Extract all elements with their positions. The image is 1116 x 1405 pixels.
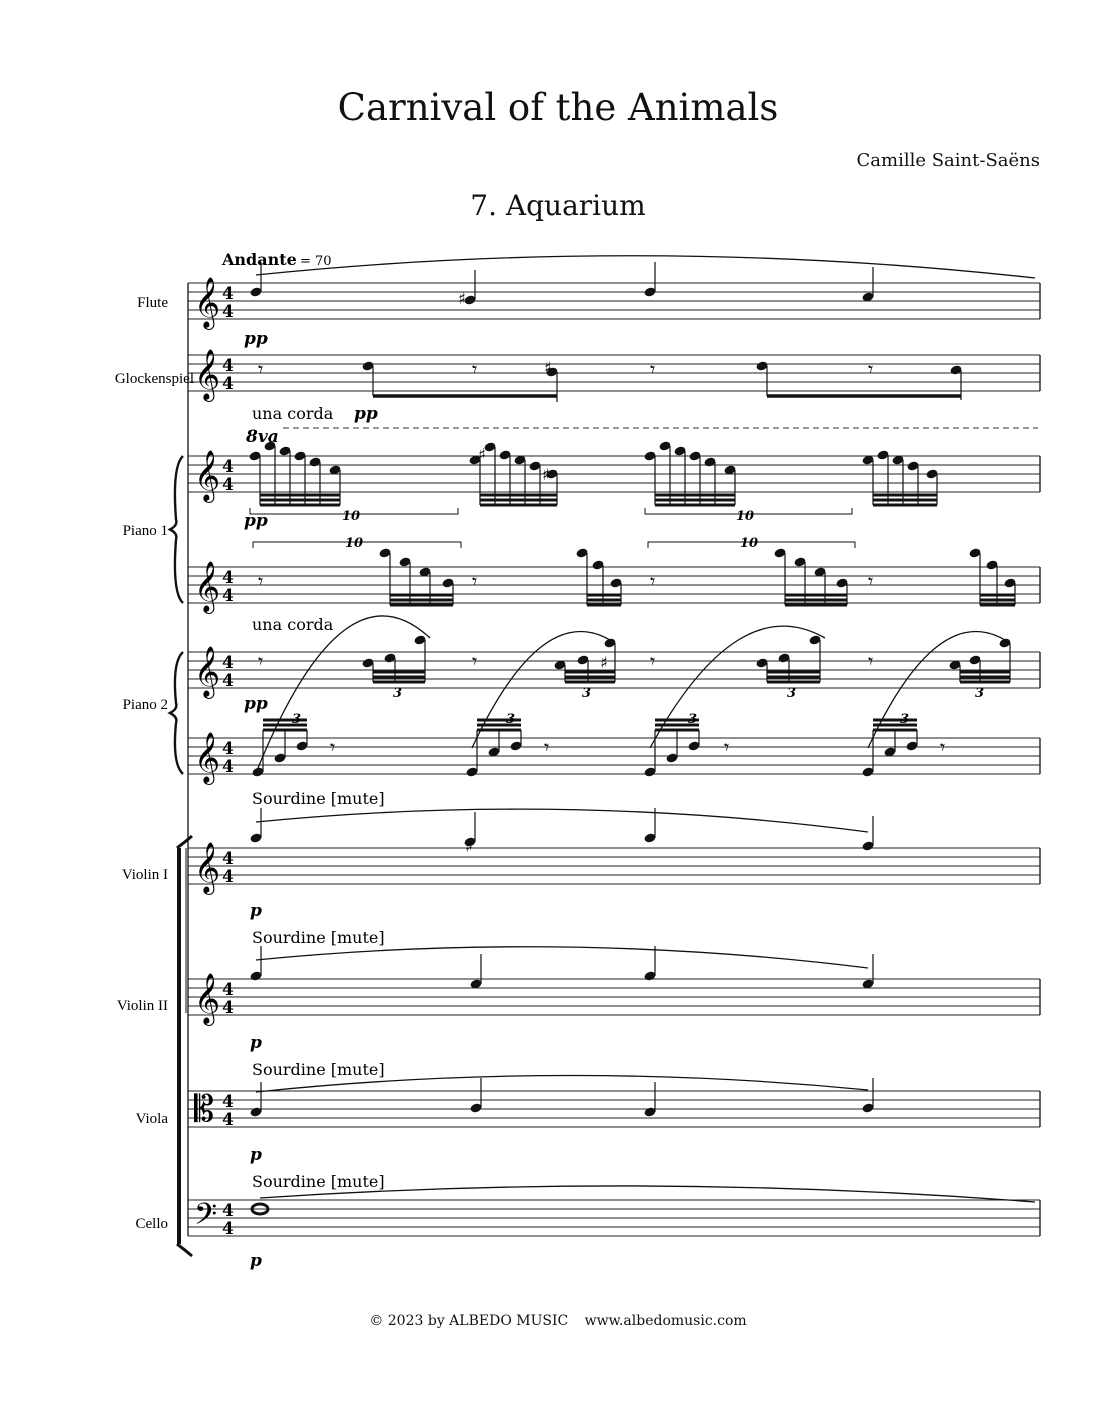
tuplet-3-e: 3 [292, 712, 302, 727]
eighth-rest-icon: 𝄾 [472, 649, 478, 673]
eighth-rest-icon: 𝄾 [330, 735, 336, 759]
instrument-name-glockenspiel: Glockenspiel [114, 371, 194, 387]
direction-una-corda-2: una corda [252, 615, 334, 634]
time-signature-top: 4 [222, 739, 234, 759]
slur [256, 809, 868, 832]
time-signature-top: 4 [222, 356, 234, 376]
time-signature-top: 4 [222, 457, 234, 477]
time-signature-bottom: 4 [222, 1110, 234, 1130]
time-signature-top: 4 [222, 1092, 234, 1112]
tempo-value: = 70 [300, 254, 332, 269]
strings-bracket [177, 848, 181, 1244]
instrument-name-viola: Viola [135, 1111, 168, 1127]
instrument-name-violin-1: Violin I [121, 867, 168, 883]
time-signature-top: 4 [222, 284, 234, 304]
sharp-glock: ♯ [544, 358, 552, 377]
footer [0, 1313, 1116, 1329]
time-signature-top: 4 [222, 980, 234, 1000]
clef-icon: 𝄢 [194, 1198, 218, 1239]
eighth-rest-icon: 𝄾 [868, 569, 874, 593]
piano-1-brace [170, 456, 183, 603]
clef-icon: 𝄞 [194, 842, 221, 893]
time-signature-bottom: 4 [222, 586, 234, 606]
time-signature-top: 4 [222, 1201, 234, 1221]
clef-icon: 𝄡 [194, 1089, 215, 1130]
dynamic-violin-1: p [250, 901, 262, 921]
instrument-name-violin-2: Violin II [116, 998, 168, 1014]
dynamic-piano-2: pp [244, 694, 268, 714]
direction-sourdine-viola: Sourdine [mute] [252, 1060, 385, 1079]
dynamic-cello: p [250, 1251, 262, 1271]
instrument-name-piano-2: Piano 2 [122, 697, 168, 713]
tuplet-10-d: 10 [740, 536, 759, 551]
eighth-rest-icon: 𝄾 [650, 357, 656, 381]
slur [256, 256, 1035, 278]
tuplet-10-a: 10 [342, 509, 361, 524]
strings-bracket-top [177, 836, 192, 848]
direction-sourdine-cello: Sourdine [mute] [252, 1172, 385, 1191]
clef-icon: 𝄞 [194, 732, 221, 783]
eighth-rest-icon: 𝄾 [258, 649, 264, 673]
eighth-rest-icon: 𝄾 [258, 357, 264, 381]
eighth-rest-icon: 𝄾 [258, 569, 264, 593]
direction-sourdine-vln2: Sourdine [mute] [252, 928, 385, 947]
tuplet-3-f: 3 [506, 712, 516, 727]
instrument-name-flute: Flute [137, 295, 168, 311]
time-signature-bottom: 4 [222, 671, 234, 691]
eighth-rest-icon: 𝄾 [868, 357, 874, 381]
sharp-piano2: ♯ [600, 653, 608, 672]
movement-title: 7. Aquarium [470, 189, 646, 222]
dynamic-flute: pp [244, 329, 268, 349]
piano-2-brace [170, 652, 183, 774]
slur [256, 947, 868, 968]
eighth-rest-icon: 𝄾 [650, 569, 656, 593]
sharp-piano1-a: ♯ [478, 445, 486, 464]
sharp-flute: ♯ [458, 289, 466, 308]
tuplet-3-c: 3 [787, 686, 797, 701]
clef-icon: 𝄞 [194, 561, 221, 612]
tuplet-3-b: 3 [582, 686, 592, 701]
composer: Camille Saint-Saëns [856, 150, 1040, 171]
clef-icon: 𝄞 [194, 450, 221, 501]
direction-sourdine-vln1: Sourdine [mute] [252, 789, 385, 808]
clef-icon: 𝄞 [194, 349, 221, 400]
publisher-url[interactable]: www.albedomusic.com [584, 1313, 747, 1329]
sharp-violin1: ♯ [465, 837, 473, 856]
time-signature-bottom: 4 [222, 475, 234, 495]
tuplet-3-a: 3 [393, 686, 403, 701]
instrument-name-cello: Cello [135, 1216, 168, 1232]
copyright: © 2023 by ALBEDO MUSIC [369, 1313, 569, 1329]
dynamic-viola: p [250, 1145, 262, 1165]
slur [258, 616, 430, 768]
eighth-rest-icon: 𝄾 [940, 735, 946, 759]
time-signature-bottom: 4 [222, 998, 234, 1018]
eighth-rest-icon: 𝄾 [544, 735, 550, 759]
time-signature-bottom: 4 [222, 867, 234, 887]
sharp-piano1-b: ♯ [542, 465, 550, 484]
strings-bracket-bottom [177, 1244, 192, 1256]
dynamic-piano-1: pp [244, 511, 268, 531]
clef-icon: 𝄞 [194, 277, 221, 328]
tuplet-3-d: 3 [975, 686, 985, 701]
dynamic-violin-2: p [250, 1033, 262, 1053]
tuplet-3-h: 3 [900, 712, 910, 727]
eighth-rest-icon: 𝄾 [472, 357, 478, 381]
time-signature-top: 4 [222, 849, 234, 869]
eighth-rest-icon: 𝄾 [868, 649, 874, 673]
ottava-mark: 8va [246, 427, 279, 447]
score-title: Carnival of the Animals [337, 86, 779, 129]
direction-una-corda-1: una corda [252, 404, 334, 423]
eighth-rest-icon: 𝄾 [650, 649, 656, 673]
time-signature-bottom: 4 [222, 1219, 234, 1239]
time-signature-bottom: 4 [222, 757, 234, 777]
time-signature-bottom: 4 [222, 302, 234, 322]
instrument-name-piano-1: Piano 1 [122, 523, 168, 539]
tuplet-3-g: 3 [688, 712, 698, 727]
eighth-rest-icon: 𝄾 [472, 569, 478, 593]
system-brackets [170, 283, 192, 1256]
clef-icon: 𝄞 [194, 973, 221, 1024]
tuplet-10-c: 10 [345, 536, 364, 551]
time-signature-top: 4 [222, 653, 234, 673]
eighth-rest-icon: 𝄾 [724, 735, 730, 759]
clef-icon: 𝄞 [194, 646, 221, 697]
time-signature-bottom: 4 [222, 374, 234, 394]
time-signature-top: 4 [222, 568, 234, 588]
tuplet-10-b: 10 [736, 509, 755, 524]
tempo-marking: Andante [222, 250, 297, 269]
dynamic-glockenspiel: pp [354, 404, 378, 424]
